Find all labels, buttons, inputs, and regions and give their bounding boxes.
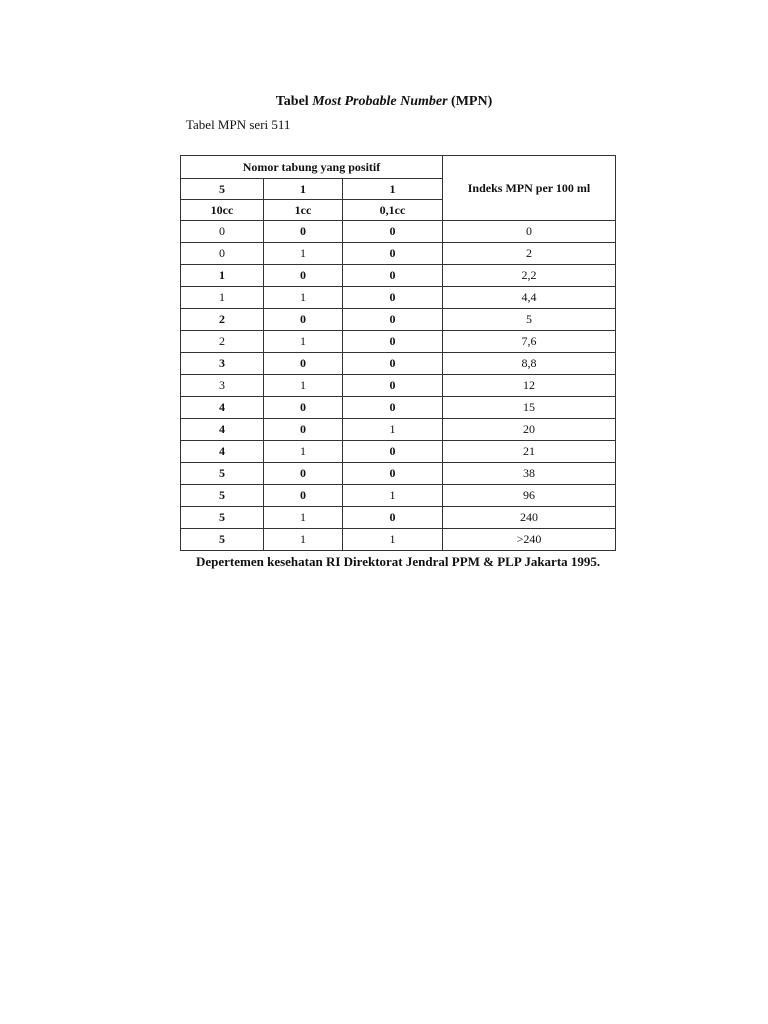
table-row xyxy=(181,243,616,265)
cell-10cc: 3 xyxy=(181,353,264,375)
cell-1cc: 1 xyxy=(264,507,343,529)
cell-10cc: 1 xyxy=(181,265,264,287)
cell-0-1cc: 1 xyxy=(343,485,443,507)
cell-0-1cc: 0 xyxy=(343,441,443,463)
cell-1cc: 1 xyxy=(264,243,343,265)
table-row xyxy=(181,221,616,243)
cell-1cc: 1 xyxy=(264,441,343,463)
cell-10cc: 4 xyxy=(181,441,264,463)
cell-0-1cc: 0 xyxy=(343,331,443,353)
cell-0-1cc: 0 xyxy=(343,397,443,419)
table-row xyxy=(181,353,616,375)
cell-mpn-index: 21 xyxy=(443,441,616,463)
title-lead: Tabel xyxy=(275,94,313,109)
cell-10cc: 2 xyxy=(181,309,264,331)
tube-volume-1cc: 1cc xyxy=(264,200,343,221)
title-trail: (MPN) xyxy=(447,94,493,109)
tube-volume-10cc: 10cc xyxy=(181,200,264,221)
table-row xyxy=(181,441,616,463)
cell-10cc: 1 xyxy=(181,287,264,309)
cell-1cc: 0 xyxy=(264,353,343,375)
page-title xyxy=(0,94,768,110)
cell-mpn-index: 20 xyxy=(443,419,616,441)
cell-mpn-index: 2,2 xyxy=(443,265,616,287)
cell-10cc: 3 xyxy=(181,375,264,397)
table-row xyxy=(181,287,616,309)
table-row xyxy=(181,375,616,397)
cell-10cc: 0 xyxy=(181,221,264,243)
cell-mpn-index: 0 xyxy=(443,221,616,243)
cell-mpn-index: 2 xyxy=(443,243,616,265)
cell-10cc: 5 xyxy=(181,507,264,529)
cell-1cc: 0 xyxy=(264,463,343,485)
table-row xyxy=(181,331,616,353)
table-row xyxy=(181,485,616,507)
table-subtitle: Tabel MPN seri 511 xyxy=(186,117,291,132)
table-row xyxy=(181,463,616,485)
cell-10cc: 0 xyxy=(181,243,264,265)
cell-mpn-index: 8,8 xyxy=(443,353,616,375)
table-row xyxy=(181,309,616,331)
cell-mpn-index: 38 xyxy=(443,463,616,485)
cell-1cc: 1 xyxy=(264,529,343,551)
cell-mpn-index: 15 xyxy=(443,397,616,419)
table-body xyxy=(181,221,616,551)
cell-10cc: 5 xyxy=(181,463,264,485)
index-header: Indeks MPN per 100 ml xyxy=(443,156,616,221)
cell-10cc: 2 xyxy=(181,331,264,353)
cell-mpn-index: 96 xyxy=(443,485,616,507)
cell-10cc: 4 xyxy=(181,397,264,419)
cell-0-1cc: 1 xyxy=(343,419,443,441)
cell-10cc: 4 xyxy=(181,419,264,441)
cell-10cc: 5 xyxy=(181,529,264,551)
table-row xyxy=(181,507,616,529)
table-row xyxy=(181,529,616,551)
cell-10cc: 5 xyxy=(181,485,264,507)
title-italic: Most Probable Number xyxy=(312,94,448,109)
cell-0-1cc: 0 xyxy=(343,309,443,331)
cell-mpn-index: 12 xyxy=(443,375,616,397)
cell-0-1cc: 0 xyxy=(343,221,443,243)
cell-1cc: 0 xyxy=(264,221,343,243)
mpn-table xyxy=(180,155,616,551)
cell-mpn-index: >240 xyxy=(443,529,616,551)
table-row xyxy=(181,397,616,419)
tube-count-0-1cc: 1 xyxy=(343,179,443,200)
cell-mpn-index: 240 xyxy=(443,507,616,529)
cell-0-1cc: 0 xyxy=(343,463,443,485)
cell-0-1cc: 0 xyxy=(343,265,443,287)
table-row xyxy=(181,419,616,441)
cell-1cc: 0 xyxy=(264,419,343,441)
cell-1cc: 0 xyxy=(264,309,343,331)
tube-count-10cc: 5 xyxy=(181,179,264,200)
cell-1cc: 1 xyxy=(264,331,343,353)
cell-0-1cc: 0 xyxy=(343,353,443,375)
tube-count-1cc: 1 xyxy=(264,179,343,200)
cell-1cc: 1 xyxy=(264,287,343,309)
cell-mpn-index: 4,4 xyxy=(443,287,616,309)
cell-0-1cc: 0 xyxy=(343,507,443,529)
cell-1cc: 0 xyxy=(264,397,343,419)
cell-1cc: 0 xyxy=(264,485,343,507)
cell-mpn-index: 5 xyxy=(443,309,616,331)
cell-0-1cc: 0 xyxy=(343,375,443,397)
tube-volume-0-1cc: 0,1cc xyxy=(343,200,443,221)
cell-0-1cc: 1 xyxy=(343,529,443,551)
cell-1cc: 1 xyxy=(264,375,343,397)
group-header: Nomor tabung yang positif xyxy=(181,156,443,179)
cell-0-1cc: 0 xyxy=(343,243,443,265)
cell-1cc: 0 xyxy=(264,265,343,287)
table-row xyxy=(181,265,616,287)
cell-mpn-index: 7,6 xyxy=(443,331,616,353)
source-footer: Depertemen kesehatan RI Direktorat Jendral PPM & PLP Jakarta 1995. xyxy=(196,554,601,569)
cell-0-1cc: 0 xyxy=(343,287,443,309)
